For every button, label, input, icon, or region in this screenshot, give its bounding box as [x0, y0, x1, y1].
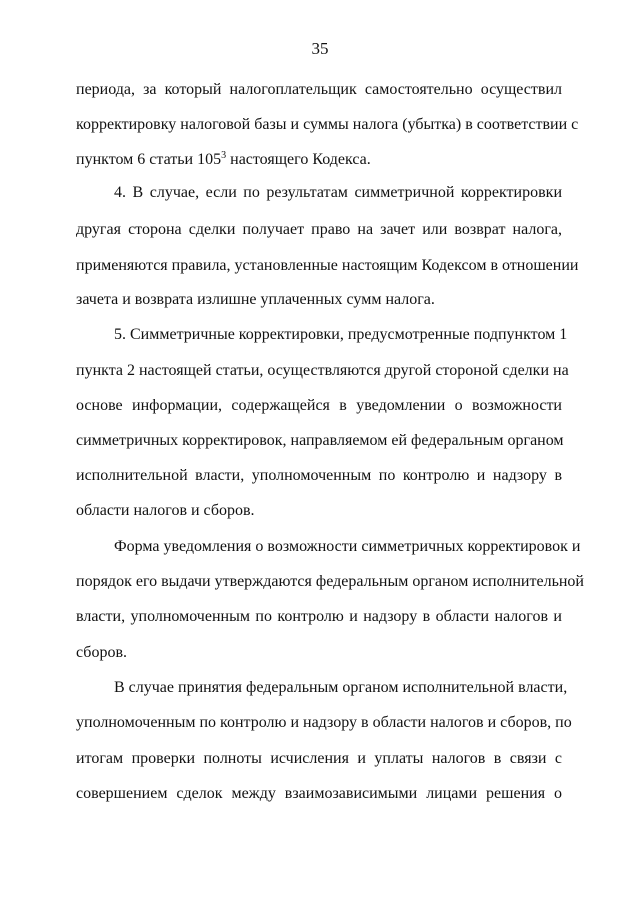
- text-line: применяются правила, установленные настоящим Кодексом в отношении: [76, 257, 579, 274]
- text-line: корректировку налоговой базы и суммы налога (убытка) в соответствии с: [76, 116, 579, 133]
- page-number: 35: [311, 39, 329, 58]
- text-line: итогам проверки полноты исчисления и уплаты налогов в связи с: [76, 750, 562, 767]
- text-line: власти, уполномоченным по контролю и надзору в области налогов и: [76, 608, 562, 625]
- text-line: [76, 150, 562, 170]
- text-line: 4. В случае, если по результатам симметричной корректировки: [114, 184, 562, 201]
- text-line: симметричных корректировок, направляемом ей федеральным органом: [76, 432, 564, 449]
- text-line: сборов.: [76, 644, 127, 661]
- text-line: В случае принятия федеральным органом исполнительной власти,: [114, 679, 568, 696]
- text-line: зачета и возврата излишне уплаченных сумм налога.: [76, 291, 435, 308]
- text-line: совершением сделок между взаимозависимыми лицами решения о: [76, 785, 562, 802]
- text-line: области налогов и сборов.: [76, 502, 255, 519]
- text-line: порядок его выдачи утверждаются федеральным органом исполнительной: [76, 573, 584, 590]
- text-fragment: пунктом 6 статьи 105: [76, 151, 222, 168]
- text-fragment: настоящего Кодекса.: [226, 151, 371, 168]
- text-line: исполнительной власти, уполномоченным по контролю и надзору в: [76, 467, 562, 484]
- text-line: другая сторона сделки получает право на зачет или возврат налога,: [76, 221, 562, 238]
- text-line: периода, за который налогоплательщик самостоятельно осуществил: [76, 81, 562, 98]
- text-line: основе информации, содержащейся в уведомлении о возможности: [76, 397, 562, 414]
- superscript: 3: [221, 150, 227, 161]
- text-line: 5. Симметричные корректировки, предусмотренные подпунктом 1: [114, 326, 568, 343]
- text-line: Форма уведомления о возможности симметричных корректировок и: [114, 538, 581, 555]
- text-line: уполномоченным по контролю и надзору в области налогов и сборов, по: [76, 714, 572, 731]
- text-line: пункта 2 настоящей статьи, осуществляются другой стороной сделки на: [76, 362, 569, 379]
